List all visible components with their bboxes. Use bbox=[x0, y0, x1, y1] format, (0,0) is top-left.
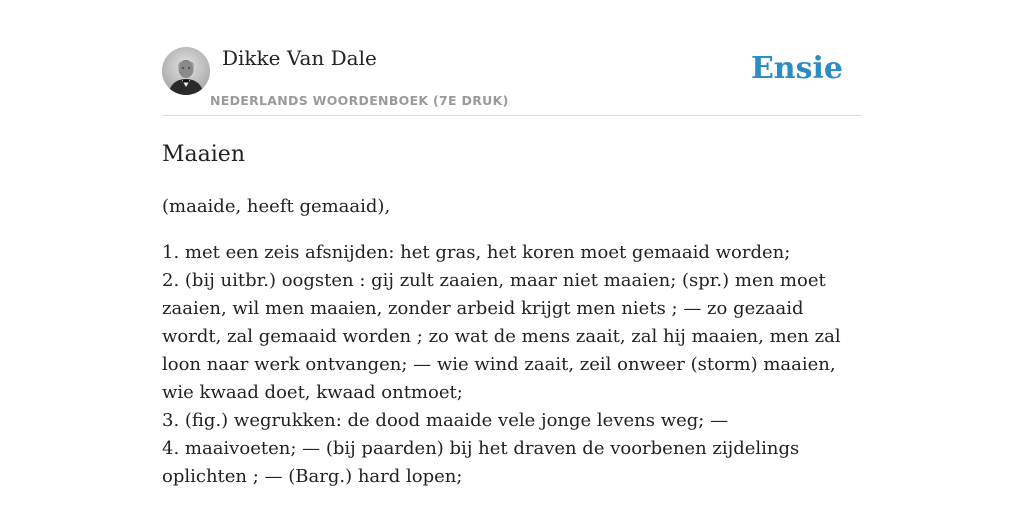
sense-item: 4. maaivoeten; — (bij paarden) bij het draven de voorbenen zijdelings oplichten ; — (Barg.) hard lopen; bbox=[162, 438, 800, 487]
sense-item: 2. (bij uitbr.) oogsten : gij zult zaaien, maar niet maaien; (spr.) men moet zaaien, wil men maaien, zonder arbeid krijgt men niets ; — zo gezaaid wordt, zal gemaaid worden ; zo wat de mens zaait, zal hij maaien, men zal loon naar werk ontvangen; — wie wind zaait, zeil onweer (storm) maaien, wie kwaad doet, kwaad ontmoet; bbox=[162, 270, 841, 403]
sense-list bbox=[162, 239, 862, 491]
author-name[interactable]: Dikke Van Dale bbox=[222, 46, 377, 70]
sense-item: 3. (fig.) wegrukken: de dood maaide vele jonge levens weg; — bbox=[162, 410, 729, 431]
ensie-logo[interactable]: Ensie bbox=[750, 51, 843, 86]
portrait-icon bbox=[162, 47, 210, 95]
grammar-info: (maaide, heeft gemaaid), bbox=[162, 196, 391, 217]
entry-title: Maaien bbox=[162, 142, 245, 167]
author-avatar[interactable] bbox=[162, 47, 210, 95]
sense-item: 1. met een zeis afsnijden: het gras, het koren moet gemaaid worden; bbox=[162, 242, 791, 263]
entry-card bbox=[162, 0, 862, 512]
entry-header bbox=[162, 0, 862, 116]
source-label[interactable]: NEDERLANDS WOORDENBOEK (7E DRUK) bbox=[210, 93, 509, 108]
